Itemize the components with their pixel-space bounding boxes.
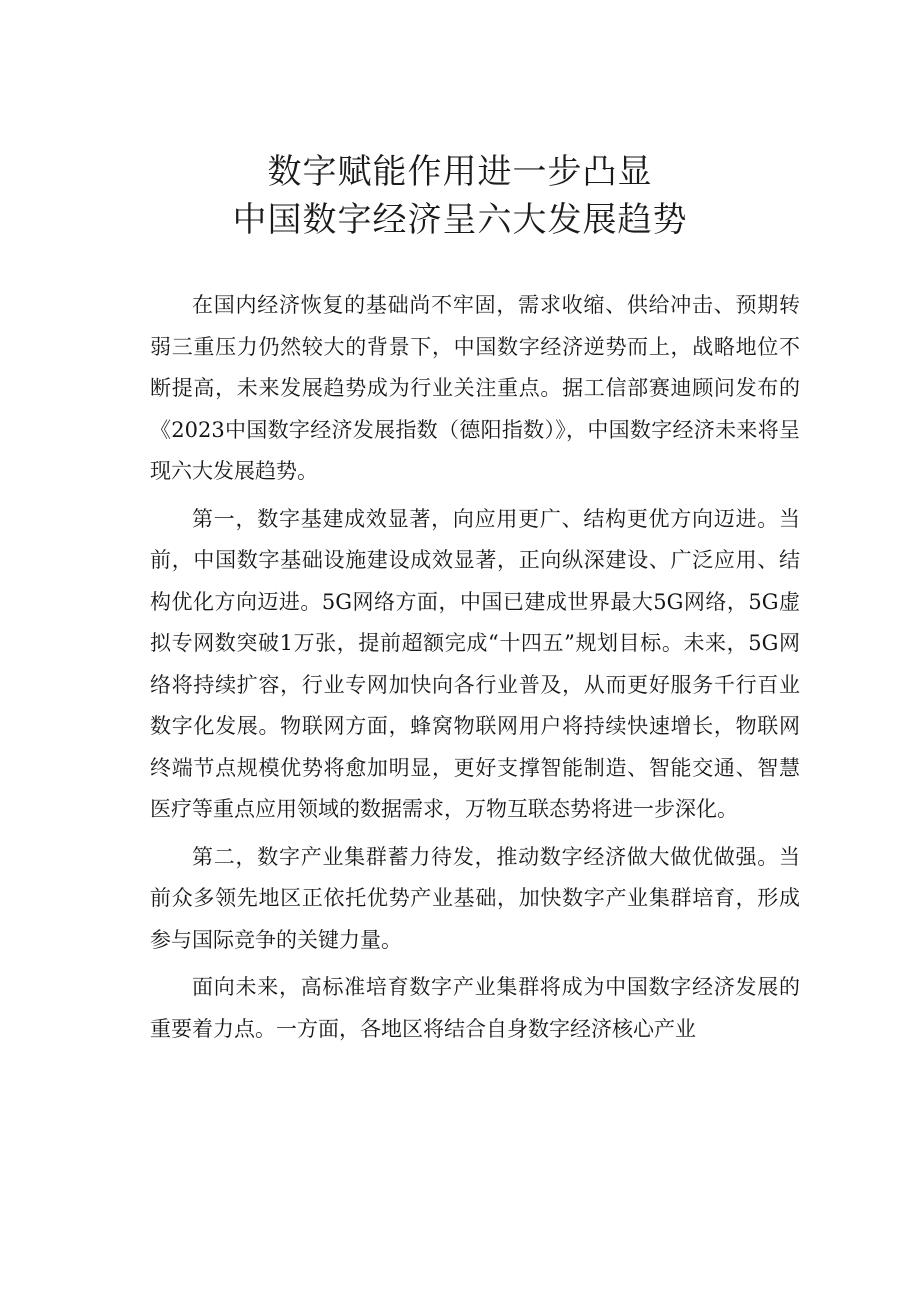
paragraph-intro: 在国内经济恢复的基础尚不牢固，需求收缩、供给冲击、预期转弱三重压力仍然较大的背景下，中国数字经济逆势而上，战略地位不断提高，未来发展趋势成为行业关注重点。据工信部赛迪顾问发布的《2023中国数字经济发展指数（德阳指数）》，中国数字经济未来将呈现六大发展趋势。 [150,293,800,483]
title-line-1: 数字赋能作用进一步凸显 [267,152,653,192]
document-title [0,148,920,244]
paragraph-future: 面向未来，高标准培育数字产业集群将成为中国数字经济发展的重要着力点。一方面，各地区将结合自身数字经济核心产业 [150,975,800,1041]
paragraph-trend-2: 第二，数字产业集群蓄力待发，推动数字经济做大做优做强。当前众多领先地区正依托优势产业基础，加快数字产业集群培育，形成参与国际竞争的关键力量。 [150,844,800,952]
document-body [150,285,800,1056]
paragraph-trend-1: 第一，数字基建成效显著，向应用更广、结构更优方向迈进。当前，中国数字基础设施建设成效显著，正向纵深建设、广泛应用、结构优化方向迈进。5G网络方面，中国已建成世界最大5G网络，5G虚拟专网数突破1万张，提前超额完成“十四五”规划目标。未来，5G网络将持续扩容，行业专网加快向各行业普及，从而更好服务千行百业数字化发展。物联网方面，蜂窝物联网用户将持续快速增长，物联网终端节点规模优势将愈加明显，更好支撑智能制造、智能交通、智慧医疗等重点应用领域的数据需求，万物互联态势将进一步深化。 [150,506,801,821]
title-line-2: 中国数字经济呈六大发展趋势 [232,200,688,240]
